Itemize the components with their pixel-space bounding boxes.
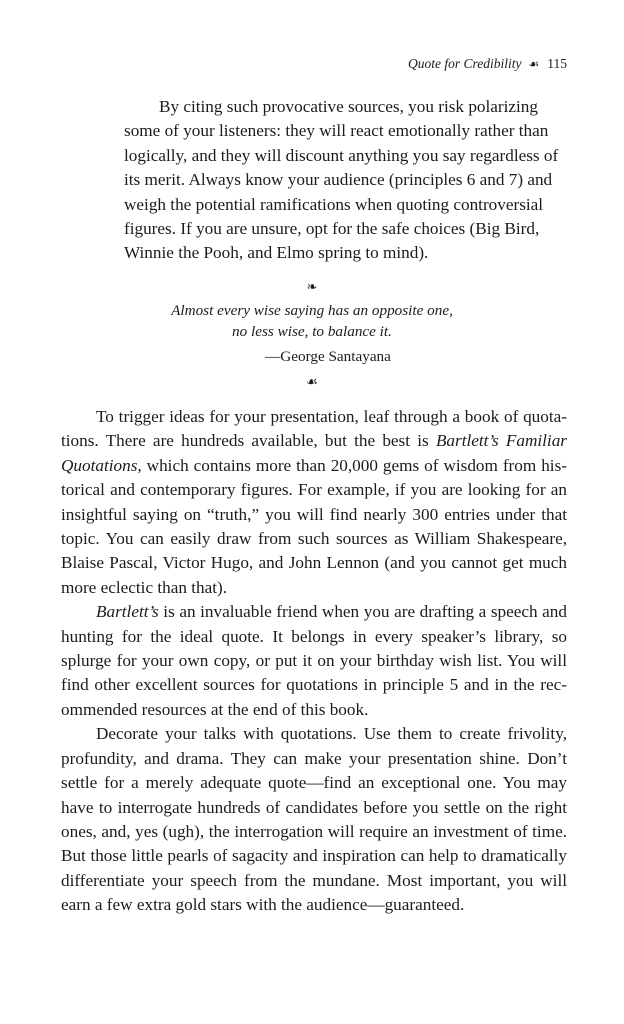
text-line: figures. If you are unsure, opt for the safe choices (Big Bird, (124, 219, 540, 239)
text-line: hunting for the ideal quote. It belongs in every speaker’s library, so (61, 626, 567, 646)
text-line: Decorate your talks with quotations. Use them to create frivolity, (96, 724, 567, 744)
book-title: Bartlett’s Familiar (435, 431, 567, 451)
text-line: But those little pearls of sagacity and inspiration can help to dramatically (61, 846, 567, 866)
text-line: settle for a merely adequate quote—find an exceptional one. You may (61, 773, 567, 793)
page-number: 115 (547, 56, 567, 71)
text-line: insightful saying on “truth,” you will find nearly 300 entries under that (61, 504, 567, 524)
epigraph (160, 300, 464, 342)
text-line: torical and contemporary figures. For example, if you are looking for an (61, 480, 567, 500)
text-line: differentiate your speech from the mundane. Most important, you will (61, 870, 567, 890)
indented-paragraph (124, 95, 564, 266)
text-line: find other excellent sources for quotations in principle 5 and in the rec- (61, 675, 567, 695)
book-title: Quotations (61, 455, 138, 475)
text-line: ommended resources at the end of this book. (61, 699, 369, 719)
fleuron-icon: ❧ (306, 279, 318, 294)
text-line: some of your listeners: they will react emotionally rather than (124, 121, 549, 141)
paragraph (61, 722, 567, 917)
body-text (61, 405, 567, 918)
text-line: ones, and, yes (ugh), the interrogation will require an investment of time. (61, 821, 567, 841)
text-line: more eclectic than that). (61, 577, 228, 597)
book-title: Bartlett’s (96, 602, 159, 622)
text-line: topic. You can easily draw from such sources as William Shakespeare, (61, 529, 567, 549)
text-line: Bartlett’s is an invaluable friend when you are drafting a speech and (96, 602, 567, 622)
text-line: tions. There are hundreds available, but the best is Bartlett’s Familiar (61, 431, 567, 451)
text-line: earn a few extra gold stars with the audience—guaranteed. (61, 895, 465, 915)
paragraph (61, 405, 567, 600)
epigraph-attribution: —George Santayana (265, 348, 391, 365)
epigraph-line: Almost every wise saying has an opposite one, (171, 302, 453, 319)
text-line: its merit. Always know your audience (principles 6 and 7) and (124, 170, 553, 190)
running-header (408, 56, 567, 72)
text-line: splurge for your own copy, or put it on your birthday wish list. You will (61, 651, 567, 671)
paragraph (61, 600, 567, 722)
text-line: profundity, and drama. They can make your presentation shine. Don’t (61, 748, 567, 768)
text-line: have to interrogate hundreds of candidates before you settle on the right (61, 797, 567, 817)
text-line: By citing such provocative sources, you risk polarizing (159, 97, 538, 116)
text-line: Quotations, which contains more than 20,000 gems of wisdom from his- (61, 455, 567, 475)
fleuron-icon: ☙ (306, 374, 318, 389)
text-line: Blaise Pascal, Victor Hugo, and John Lennon (and you cannot get much (61, 553, 567, 573)
epigraph-line: no less wise, to balance it. (232, 323, 392, 340)
text-line: Winnie the Pooh, and Elmo spring to mind). (124, 243, 429, 263)
section-title: Quote for Credibility (407, 56, 522, 71)
text-line: logically, and they will discount anything you say regardless of (124, 145, 559, 165)
fleuron-icon: ☙ (528, 57, 540, 71)
text-line: weigh the potential ramifications when quoting controversial (124, 194, 544, 214)
text-line: To trigger ideas for your presentation, leaf through a book of quota- (96, 407, 567, 426)
